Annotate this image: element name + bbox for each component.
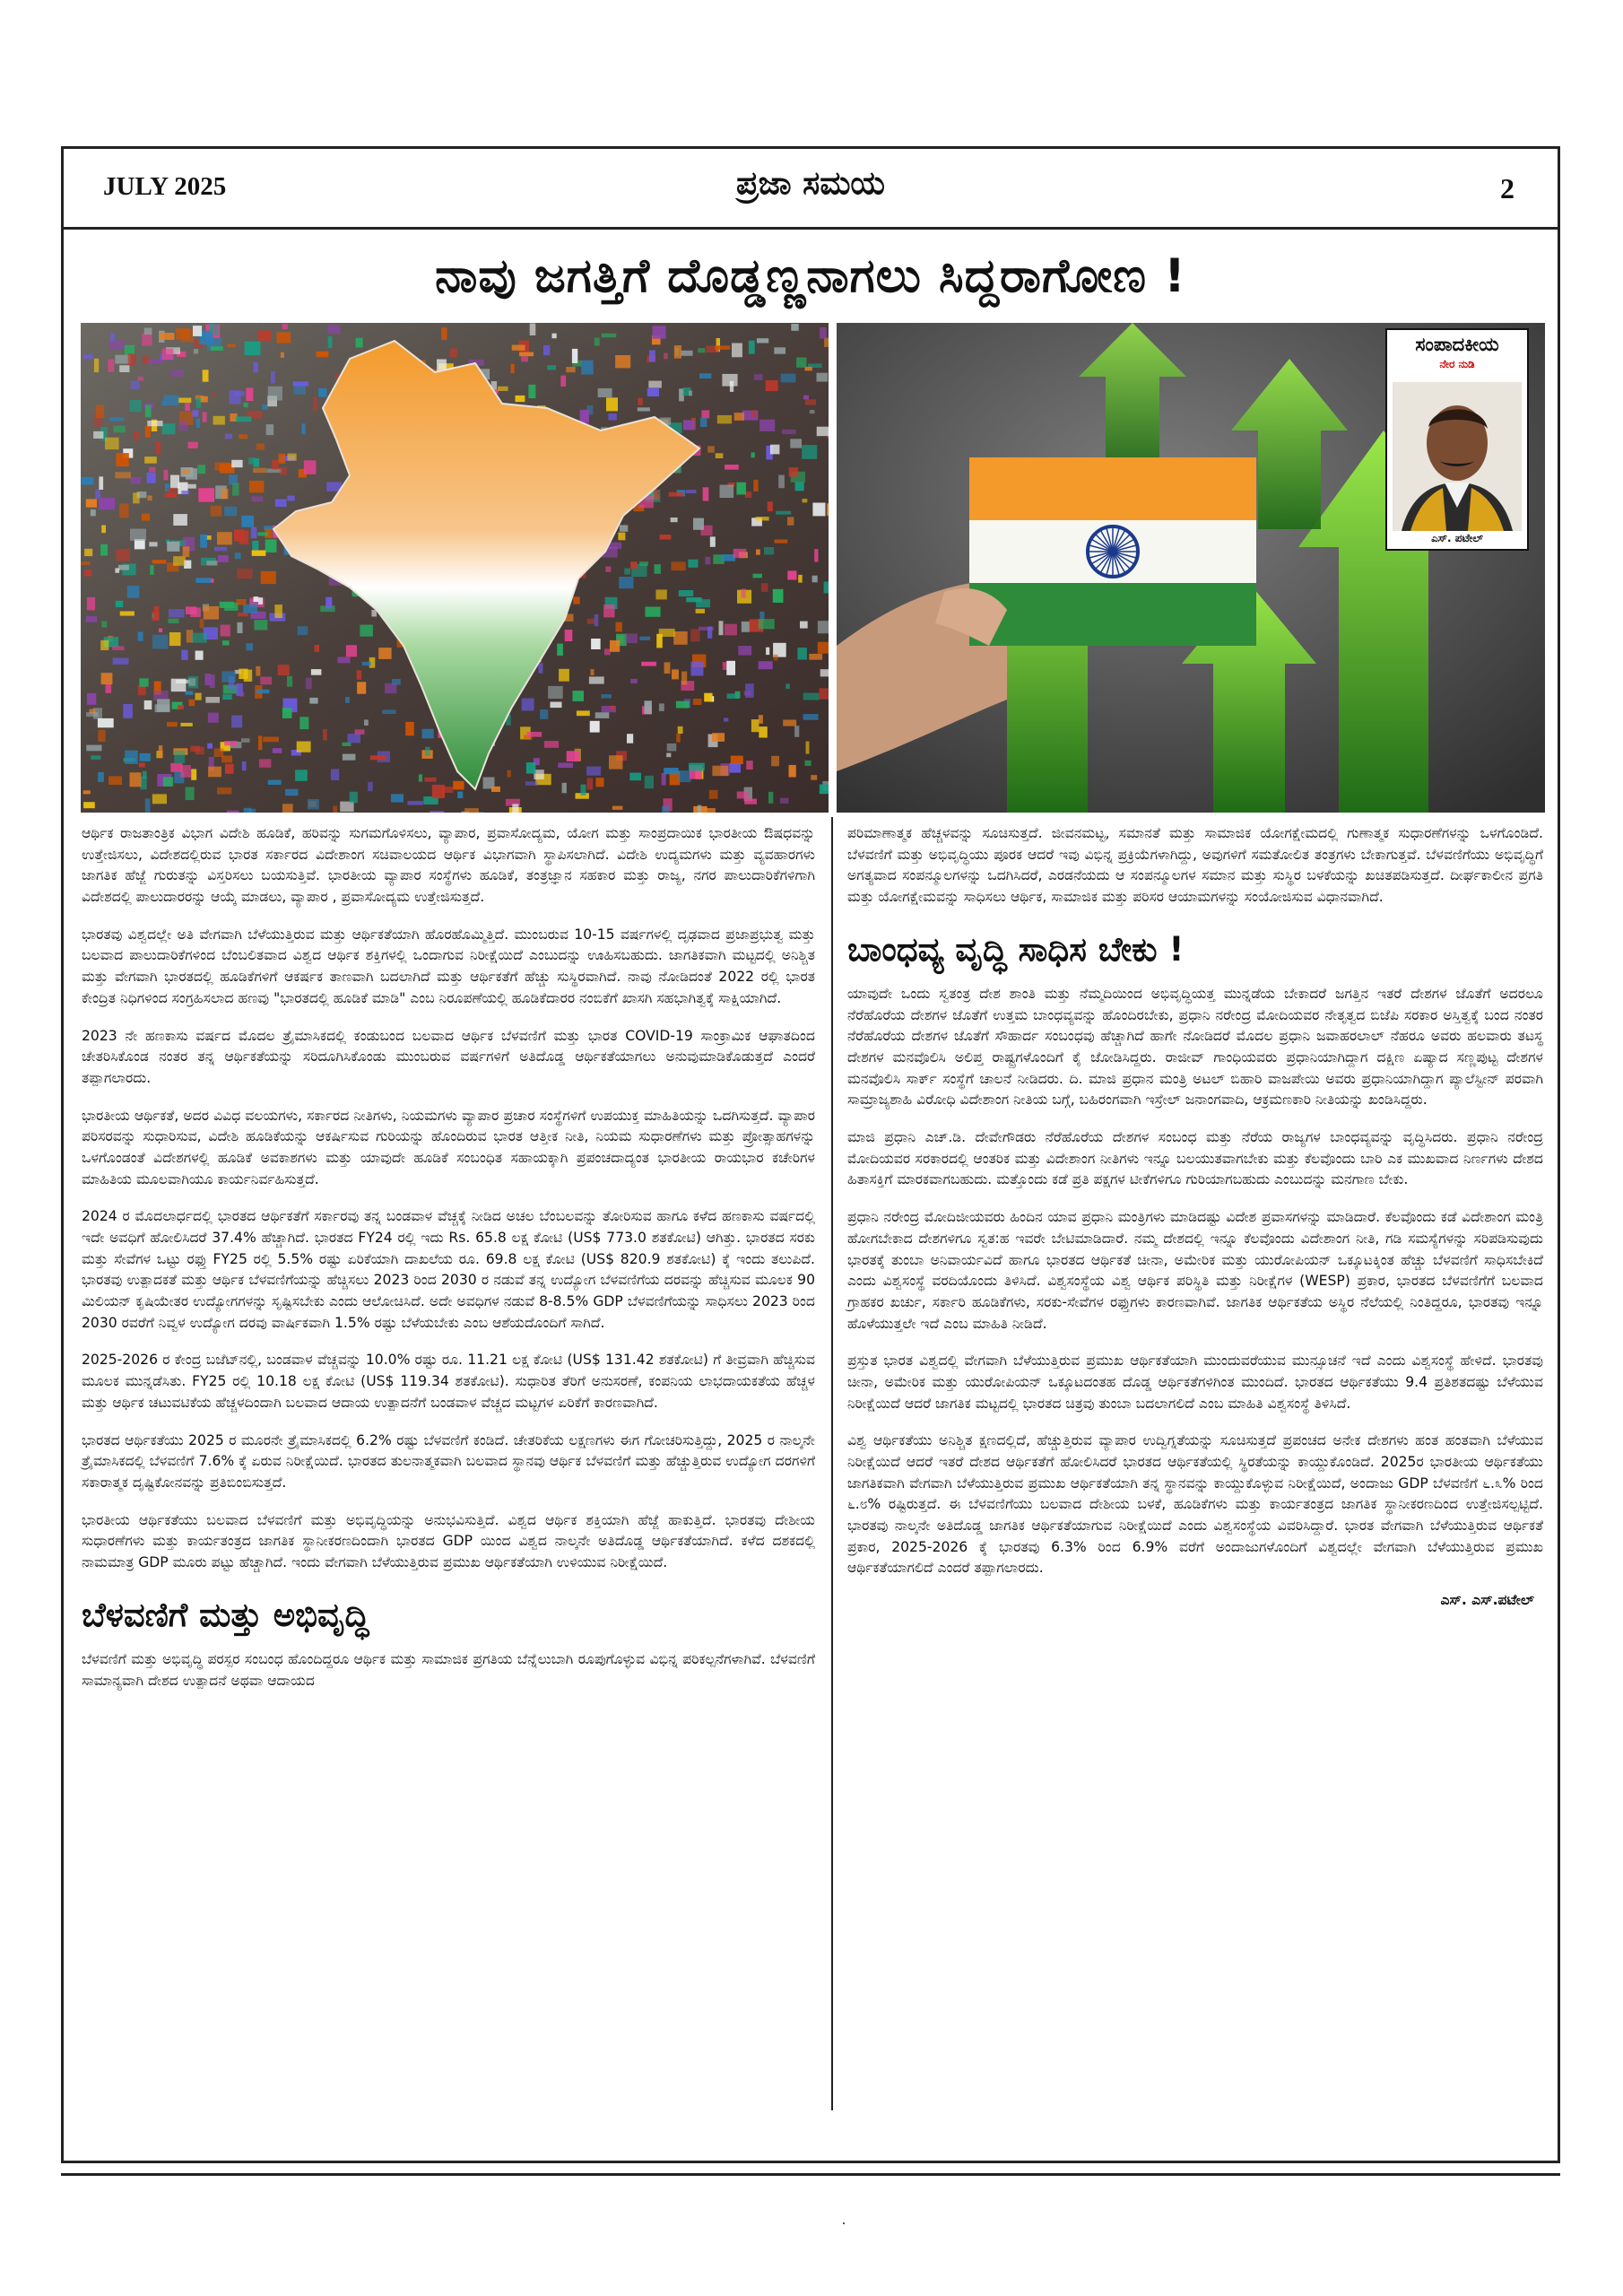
left-paragraph-8: ಭಾರತೀಯ ಆರ್ಥಿಕತೆಯು ಬಲವಾದ ಬೆಳವಣಿಗೆ ಮತ್ತು ಅಭಿವೃದ್ಧಿಯನ್ನು ಅನುಭವಿಸುತ್ತಿದೆ. ವಿಶ್ವದ ಆರ್ಥಿಕ ಶಕ್ತಿಯಾಗಿ ಹೆಜ್ಜೆ ಹಾಕುತ್ತಿದೆ. ಭಾರತವು ದೇಶೀಯ ಸುಧಾರಣೆಗಳು ಮತ್ತು ಕಾರ್ಯತಂತ್ರದ ಜಾಗತಿಕ ಸ್ಥಾನೀಕರಣದಿಂದಾಗಿ ಭಾರತದ GDP ಯಿಂದ ವಿಶ್ವದ ನಾಲ್ಕನೇ ಅತಿದೊಡ್ಡ ಆರ್ಥಿಕತೆಯಾಗಿದೆ. ಕಳೆದ ದಶಕದಲ್ಲಿ ನಾಮಮಾತ್ರ GDP ಮೂರು ಪಟ್ಟು ಹೆಚ್ಚಾಗಿದೆ. ಇಂದು ವೇಗವಾಗಿ ಬೆಳೆಯುತ್ತಿರುವ ಪ್ರಮುಖ ಆರ್ಥಿಕತೆಯಾಗಿ ಉಳಿಯುವ ನಿರೀಕ್ಷೆಯಿದೆ.: [82, 1511, 815, 1570]
right-column: [847, 823, 1543, 1612]
right-opening-paragraph: ಪರಿಮಾಣಾತ್ಮಕ ಹೆಚ್ಚಳವನ್ನು ಸೂಚಿಸುತ್ತದೆ. ಜೀವನಮಟ್ಟ, ಸಮಾನತೆ ಮತ್ತು ಸಾಮಾಜಿಕ ಯೋಗಕ್ಷೇಮದಲ್ಲಿ ಗುಣಾತ್ಮಕ ಸುಧಾರಣೆಗಳನ್ನು ಒಳಗೊಂಡಿದೆ. ಬೆಳವಣಿಗೆ ಮತ್ತು ಅಭಿವೃದ್ಧಿಯು ಪೂರಕ ಆದರೆ ಇವು ವಿಭಿನ್ನ ಪ್ರಕ್ರಿಯೆಗಳಾಗಿದ್ದು, ಅವುಗಳಿಗೆ ಸಮತೋಲಿತ ತಂತ್ರಗಳು ಬೇಕಾಗುತ್ತವೆ. ಬೆಳವಣಿಗೆಯು ಅಭಿವೃದ್ಧಿಗೆ ಅಗತ್ಯವಾದ ಸಂಪನ್ಮೂಲಗಳನ್ನು ಒದಗಿಸಿದರೆ, ಎರಡನೆಯದು ಆ ಸಂಪನ್ಮೂಲಗಳ ಸಮಾನ ಮತ್ತು ಸುಸ್ಥಿರ ಬಳಕೆಯನ್ನು ಖಚಿತಪಡಿಸುತ್ತದೆ. ದೀರ್ಘಕಾಲೀನ ಪ್ರಗತಿ ಮತ್ತು ಯೋಗಕ್ಷೇಮವನ್ನು ಸಾಧಿಸಲು ಆರ್ಥಿಕ, ಸಾಮಾಜಿಕ ಮತ್ತು ಪರಿಸರ ಆಯಾಮಗಳನ್ನು ಸಂಯೋಜಿಸುವ ವಿಧಾನವಾಗಿದೆ.: [847, 825, 1543, 906]
market-map-photo: [81, 323, 829, 813]
editorial-subtitle: ನೇರ ನುಡಿ: [1439, 358, 1475, 370]
article-signature: ಎಸ್. ಎಸ್.ಪಟೇಲ್: [1440, 1592, 1534, 1609]
right-paragraph-1: ಯಾವುದೇ ಒಂದು ಸ್ವತಂತ್ರ ದೇಶ ಶಾಂತಿ ಮತ್ತು ನೆಮ್ಮದಿಯಿಂದ ಅಭಿವೃದ್ಧಿಯತ್ತ ಮುನ್ನಡೆಯ ಬೇಕಾದರೆ ಜಗತ್ತಿನ ಇತರೆ ದೇಶಗಳ ಜೊತೆಗೆ ಅದರಲೂ ನೆರೆಹೊರೆಯ ದೇಶಗಳ ಜೊತೆಗೆ ಉತ್ತಮ ಬಾಂಧವ್ಯವನ್ನು ಹೊಂದಿರಬೇಕು, ಪ್ರಧಾನಿ ನರೇಂದ್ರ ಮೋದಿಯವರ ನೇತೃತ್ವದ ಬಿಜೆಪಿ ಸರಕಾರ ಅಸ್ತಿತ್ವಕ್ಕೆ ಬಂದ ನಂತರ ನೆರೆಹೊರೆಯ ದೇಶಗಳ ಜೊತೆಗೆ ಸೌಹಾರ್ದ ಸಂಬಂಧವು ಹೆಚ್ಚಾಗಿದೆ ಹಾಗೇ ನೋಡಿದರೆ ಮೊದಲ ಪ್ರಧಾನಿ ಜವಾಹರಲಾಲ್ ನೆಹರೂ ಅವರು ಹಲವಾರು ತಟಸ್ಥ ದೇಶಗಳ ಮನವೊಲಿಸಿ ಅಲಿಪ್ತ ರಾಷ್ಟ್ರಗಳೊಂದಿಗೆ ಕೈ ಜೋಡಿಸಿದ್ದರು. ರಾಜೀವ್ ಗಾಂಧಿಯವರು ಪ್ರಧಾನಿಯಾಗಿದ್ದಾಗ ದಕ್ಷಿಣ ಏಷ್ಯಾದ ಸಣ್ಣಪುಟ್ಟ ದೇಶಗಳ ಮನವೊಲಿಸಿ ಸಾರ್ಕ್ ಸಂಸ್ಥೆಗೆ ಚಾಲನೆ ನೀಡಿದರು. ದಿ. ಮಾಜಿ ಪ್ರಧಾನ ಮಂತ್ರಿ ಅಟಲ್ ಬಿಹಾರಿ ವಾಜಪೇಯಿ ಅವರು ಪ್ರಧಾನಿಯಾಗಿದ್ದಾಗ ಪ್ಯಾಲೆಸ್ಟೀನ್ ಪರವಾಗಿ ಸಾಮ್ರಾಜ್ಯಶಾಹಿ ವಿರೋಧಿ ವಿದೇಶಾಂಗ ನೀತಿಯ ಬಗ್ಗೆ, ಬಹಿರಂಗವಾಗಿ ಇಸ್ರೇಲ್ ಜನಾಂಗವಾದಿ, ಆಕ್ರಮಣಕಾರಿ ನೀತಿಯನ್ನು ಖಂಡಿಸಿದ್ದರು.: [847, 985, 1543, 1109]
bottom-rule: [61, 2173, 1560, 2176]
relations-subheading: ಬಾಂಧವ್ಯ ವೃದ್ಧಿ ಸಾಧಿಸ ಬೇಕು !: [847, 929, 1185, 969]
left-paragraph-4: ಭಾರತೀಯ ಆರ್ಥಿಕತೆ, ಅದರ ವಿವಿಧ ವಲಯಗಳು, ಸರ್ಕಾರದ ನೀತಿಗಳು, ನಿಯಮಗಳು ವ್ಯಾಪಾರ ಪ್ರಚಾರ ಸಂಸ್ಥೆಗಳಿಗೆ ಉಪಯುಕ್ತ ಮಾಹಿತಿಯನ್ನು ಒದಗಿಸುತ್ತದೆ. ವ್ಯಾಪಾರ ಪರಿಸರವನ್ನು ಸುಧಾರಿಸುವ, ವಿದೇಶಿ ಹೂಡಿಕೆಯನ್ನು ಆಕರ್ಷಿಸುವ ಗುರಿಯನ್ನು ಹೊಂದಿರುವ ಭಾರತ ಆತ್ತೀಕ ನೀತಿ, ನಿಯಮ ಸುಧಾರಣೆಗಳು ಮತ್ತು ಪ್ರೋತ್ಸಾಹಗಳನ್ನು ಒಳಗೊಂಡಂತೆ ವಿದೇಶಗಳಲ್ಲಿ ಹೂಡಿಕೆ ಅವಕಾಶಗಳು ಮತ್ತು ಯಾವುದೇ ಹೂಡಿಕೆ ಸಂಬಂಧಿತ ಸಹಾಯಕ್ಕಾಗಿ ಪ್ರಪಂಚದಾದ್ಯಂತ ಭಾರತೀಯ ರಾಯಭಾರ ಕಚೇರಿಗಳ ಮಾಹಿತಿಯ ಮೂಲವಾಗಿಯೂ ಕಾರ್ಯನಿರ್ವಹಿಸುತ್ತದೆ.: [82, 1107, 815, 1187]
author-portrait: [1393, 382, 1522, 531]
left-paragraph-2: ಭಾರತವು ವಿಶ್ವದಲ್ಲೇ ಅತಿ ವೇಗವಾಗಿ ಬೆಳೆಯುತ್ತಿರುವ ಮತ್ತು ಆರ್ಥಿಕತೆಯಾಗಿ ಹೊರಹೊಮ್ಮಿತ್ತಿದೆ. ಮುಂಬರುವ 10-15 ವರ್ಷಗಳಲ್ಲಿ ದೃಢವಾದ ಪ್ರಜಾಪ್ರಭುತ್ವ ಮತ್ತು ಬಲವಾದ ಪಾಲುದಾರಿಕೆಗಳಿಂದ ಬೆಂಬಲಿತವಾದ ವಿಶ್ವದ ಆರ್ಥಿಕ ಶಕ್ತಿಗಳಲ್ಲಿ ಒಂದಾಗುವ ನಿರೀಕ್ಷೆಯಿದೆ ಎಂಬುದನ್ನು ಊಹಿಸಬಹುದು. ಜಾಗತಿಕವಾಗಿ ಮಟ್ಟದಲ್ಲಿ ಅನಿಶ್ಚಿತ ಮತ್ತು ವೇಗವಾಗಿ ಭಾರತದಲ್ಲಿ ಹೂಡಿಕೆಗಳಿಗೆ ಆಕರ್ಷಕ ತಾಣವಾಗಿ ಬದಲಾಗಿದೆ ಮತ್ತು ಆರ್ಥಿಕತೆಗೆ ಹೆಚ್ಚು ಸುಸ್ಥಿರವಾಗಿದೆ. ನಾವು ನೋಡಿದಂತೆ 2022 ರಲ್ಲಿ ಭಾರತ ಕೇಂದ್ರಿತ ನಿಧಿಗಳಿಂದ ಸಂಗ್ರಹಿಸಲಾದ ಹಣವು "ಭಾರತದಲ್ಲಿ ಹೂಡಿಕೆ ಮಾಡಿ" ಎಂಬ ನಿರೂಪಣೆಯಲ್ಲಿ ಹೂಡಿಕೆದಾರರ ನಂಬಿಕೆಗೆ ಖಾಸಗಿ ಸಹಭಾಗಿತ್ವಕ್ಕೆ ಸಾಕ್ಷಿಯಾಗಿದೆ.: [82, 926, 815, 1006]
main-headline: ನಾವು ಜಗತ್ತಿಗೆ ದೊಡ್ಡಣ್ಣನಾಗಲು ಸಿದ್ದರಾಗೋಣ !: [435, 249, 1186, 303]
left-paragraph-5: 2024 ರ ಮೊದಲಾರ್ಧದಲ್ಲಿ ಭಾರತದ ಆರ್ಥಿಕತೆಗೆ ಸರ್ಕಾರವು ತನ್ನ ಬಂಡವಾಳ ವೆಚ್ಚಕ್ಕೆ ನೀಡಿದ ಅಚಲ ಬೆಂಬಲವನ್ನು ತೋರಿಸುವ ಹಾಗೂ ಕಳೆದ ಹಣಕಾಸು ವರ್ಷದಲ್ಲಿ ಇದೇ ಅವಧಿಗೆ ಹೋಲಿಸಿದರೆ 37.4% ಹೆಚ್ಚಾಗಿದೆ. ಭಾರತದ FY24 ರಲ್ಲಿ ಇದು Rs. 65.8 ಲಕ್ಷ ಕೋಟಿ (US$ 773.0 ಶತಕೋಟಿ) ಆಗಿತ್ತು. ಭಾರತದ ಸರಕು ಮತ್ತು ಸೇವೆಗಳ ಒಟ್ಟು ರಫ್ತು FY25 ರಲ್ಲಿ 5.5% ರಷ್ಟು ಏರಿಕೆಯಾಗಿ ದಾಖಲೆಯ ರೂ. 69.8 ಲಕ್ಷ ಕೋಟಿ (US$ 820.9 ಶತಕೋಟಿ) ಕ್ಕೆ ಇಂದು ತಲುಪಿದೆ. ಭಾರತವು ಉತ್ಪಾದಕತೆ ಮತ್ತು ಆರ್ಥಿಕ ಬೆಳವಣಿಗೆಯನ್ನು ಹೆಚ್ಚಿಸಲು 2023 ರಿಂದ 2030 ರ ನಡುವೆ ತನ್ನ ಉದ್ಯೋಗ ಬೆಳವಣಿಗೆಯ ದರವನ್ನು ಹೆಚ್ಚಿಸುವ ಮೂಲಕ 90 ಮಿಲಿಯನ್ ಕೃಷಿಯೇತರ ಉದ್ಯೋಗಗಳನ್ನು ಸೃಷ್ಟಿಸಬೇಕು ಎಂದು ಆಲೋಚಿಸಿದೆ. ಅದೇ ಅವಧಿಗಳ ನಡುವೆ 8-8.5% GDP ಬೆಳವಣಿಗೆಯನ್ನು ಸಾಧಿಸಲು 2023 ರಿಂದ 2030 ರವರೆಗೆ ನಿವ್ವಳ ಉದ್ಯೋಗ ದರವು ವಾರ್ಷಿಕವಾಗಿ 1.5% ರಷ್ಟು ಬೆಳೆಯಬೇಕು ಎಂಬ ಆಶೆಯದೊಂದಿಗೆ ಸಾಗಿದೆ.: [82, 1208, 815, 1331]
right-paragraph-5: ವಿಶ್ವ ಆರ್ಥಿಕತೆಯು ಅನಿಶ್ಚಿತ ಕ್ಷಣದಲ್ಲಿದೆ, ಹೆಚ್ಚುತ್ತಿರುವ ವ್ಯಾಪಾರ ಉದ್ವಿಗ್ನತೆಯನ್ನು ಸೂಚಿಸುತ್ತದೆ ಪ್ರಪಂಚದ ಅನೇಕ ದೇಶಗಳು ಹಂತ ಹಂತವಾಗಿ ಬೆಳೆಯುವ ನಿರೀಕ್ಷೆಯಿದೆ ಆದರೆ ಇತರೆ ದೇಶದ ಆರ್ಥಿಕತೆಗೆ ಹೋಲಿಸಿದರೆ ಭಾರತದ ಆರ್ಥಿಕತೆಯಲ್ಲಿ ಸ್ಥಿರತೆಯನ್ನು ಕಾಯ್ದುಕೊಂಡಿದೆ. 2025ರ ಭಾರತೀಯ ಆರ್ಥಿಕತೆಯು ಜಾಗತಿಕವಾಗಿ ವೇಗವಾಗಿ ಬೆಳೆಯುತ್ತಿರುವ ಪ್ರಮುಖ ಆರ್ಥಿಕತೆಯಾಗಿ ತನ್ನ ಸ್ಥಾನವನ್ನು ಕಾಯ್ದುಕೊಳ್ಳುವ ನಿರೀಕ್ಷೆಯಿದೆ, ಅಂದಾಜು GDP ಬೆಳವಣಿಗೆ ೬.೩% ರಿಂದ ೬.೮% ರಷ್ಟಿರುತ್ತದೆ. ಈ ಬೆಳವಣಿಗೆಯು ಬಲವಾದ ದೇಶೀಯ ಬಳಕೆ, ಹೂಡಿಕೆಗಳು ಮತ್ತು ಕಾರ್ಯತಂತ್ರದ ಜಾಗತಿಕ ಸ್ಥಾನೀಕರಣದಿಂದ ಉತ್ತೇಜಿಸಲ್ಪಟ್ಟಿದೆ. ಭಾರತವು ನಾಲ್ಕನೇ ಅತಿದೊಡ್ಡ ಜಾಗತಿಕ ಆರ್ಥಿಕತೆಯಾಗುವ ನಿರೀಕ್ಷೆಯಿದೆ ಎಂದು ವಿಶ್ವಸಂಸ್ಥೆಯ ವಿವರಿಸಿದ್ದಾರೆ. ಭಾರತ ವೇಗವಾಗಿ ಬೆಳೆಯುತ್ತಿರುವ ಆರ್ಥಿಕತೆ ಪ್ರಕಾರ, 2025-2026 ಕ್ಕೆ ಭಾರತವು 6.3% ರಿಂದ 6.9% ವರೆಗೆ ಅಂದಾಜುಗಳೊಂದಿಗೆ ವಿಶ್ವದಲ್ಲೇ ವೇಗವಾಗಿ ಬೆಳೆಯುತ್ತಿರುವ ಪ್ರಮುಖ ಆರ್ಥಿಕತೆಯಾಗಲಿದೆ ಎಂದರೆ ತಪ್ಪಾಗಲಾರದು.: [847, 1432, 1543, 1577]
page-frame: [61, 146, 1560, 2163]
left-paragraph-1: ಆರ್ಥಿಕ ರಾಜತಾಂತ್ರಿಕ ವಿಭಾಗ ವಿದೇಶಿ ಹೂಡಿಕೆ, ಹರಿವನ್ನು ಸುಗಮಗೊಳಿಸಲು, ವ್ಯಾಪಾರ, ಪ್ರವಾಸೋದ್ಯಮ, ಯೋಗ ಮತ್ತು ಸಾಂಪ್ರದಾಯಿಕ ಭಾರತೀಯ ಔಷಧವನ್ನು ಉತ್ತೇಜಿಸಲು, ವಿದೇಶದಲ್ಲಿರುವ ಭಾರತ ಸರ್ಕಾರದ ವಿದೇಶಾಂಗ ಸಚಿವಾಲಯದ ಆರ್ಥಿಕ ವಿಭಾಗವಾಗಿ ಸ್ಥಾಪಿಸಲಾಗಿದೆ. ವಿದೇಶಿ ಉದ್ಯಮಗಳು ಮತ್ತು ವ್ಯವಹಾರಗಳು ಜಾಗತಿಕ ಹೆಜ್ಜೆ ಗುರುತನ್ನು ವಿಸ್ತರಿಸಲು ಬಯಸುತ್ತಿವೆ. ಭಾರತೀಯ ವ್ಯಾಪಾರ ಸಂಸ್ಥೆಗಳು ಹೂಡಿಕೆ, ತಂತ್ರಜ್ಞಾನ ಸಹಕಾರ ಮತ್ತು ರಾಜ್ಯ, ನಗರ ಪಾಲುದಾರಿಕೆಗಳಿಗಾಗಿ ವಿದೇಶದಲ್ಲಿ ಪಾಲುದಾರರನ್ನು ಆಯ್ಕೆ ಮಾಡಲು, ವ್ಯಾಪಾರ , ಪ್ರವಾಸೋದ್ಯಮ ಉತ್ತೇಜಿಸುತ್ತದೆ.: [82, 825, 815, 906]
right-paragraph-4: ಪ್ರಸ್ತುತ ಭಾರತ ವಿಶ್ವದಲ್ಲಿ ವೇಗವಾಗಿ ಬೆಳೆಯುತ್ತಿರುವ ಪ್ರಮುಖ ಆರ್ಥಿಕತೆಯಾಗಿ ಮುಂದುವರೆಯುವ ಮುನ್ಸೂಚನೆ ಇದೆ ಎಂದು ವಿಶ್ವಸಂಸ್ಥೆ ಹೇಳಿದೆ. ಭಾರತವು ಚೀನಾ, ಅಮೇರಿಕ ಮತ್ತು ಯುರೋಪಿಯನ್ ಒಕ್ಕೂಟದಂತಹ ದೊಡ್ಡ ಆರ್ಥಿಕತೆಗಳಿಗಿಂತ ಮುಂದಿದೆ. ಭಾರತದ ಆರ್ಥಿಕತೆಯು 9.4 ಪ್ರತಿಶತದಷ್ಟು ಬೆಳೆಯುವ ನಿರೀಕ್ಷೆಯಿದೆ ಆದರೆ ಜಾಗತಿಕ ಮಟ್ಟದಲ್ಲಿ ಭಾರತದ ಚಿತ್ರವು ತುಂಬಾ ಬದಲಾಗಲಿದೆ ಎಂಬ ಮಾಹಿತಿ ವಿಶ್ವಸಂಸ್ಥೆ ತಿಳಿಸಿದೆ.: [847, 1352, 1543, 1412]
editorial-box: [1385, 328, 1529, 551]
issue-date: JULY 2025: [103, 172, 227, 201]
masthead: [64, 149, 1558, 230]
page-speck: [843, 2222, 845, 2224]
left-closing-paragraph: ಬೆಳವಣಿಗೆ ಮತ್ತು ಅಭಿವೃದ್ಧಿ ಪರಸ್ಪರ ಸಂಬಂಧ ಹೊಂದಿದ್ದರೂ ಆರ್ಥಿಕ ಮತ್ತು ಸಾಮಾಜಿಕ ಪ್ರಗತಿಯ ಬೆನ್ನೆಲುಬಾಗಿ ರೂಪುಗೊಳ್ಳುವ ವಿಭಿನ್ನ ಪರಿಕಲ್ಪನೆಗಳಾಗಿವೆ. ಬೆಳವಣಿಗೆ ಸಾಮಾನ್ಯವಾಗಿ ದೇಶದ ಉತ್ಪಾದನೆ ಅಥವಾ ಆದಾಯದ: [82, 1650, 815, 1689]
left-paragraph-7: ಭಾರತದ ಆರ್ಥಿಕತೆಯು 2025 ರ ಮೂರನೇ ತ್ರೈಮಾಸಿಕದಲ್ಲಿ 6.2% ರಷ್ಟು ಬೆಳವಣಿಗೆ ಕಂಡಿದೆ. ಚೇತರಿಕೆಯ ಲಕ್ಷಣಗಳು ಈಗ ಗೋಚರಿಸುತ್ತಿದ್ದು, 2025 ರ ನಾಲ್ಕನೇ ತ್ರೈಮಾಸಿಕದಲ್ಲಿ ಬೆಳವಣಿಗೆ 7.6% ಕ್ಕೆ ಏರುವ ನಿರೀಕ್ಷೆಯಿದೆ. ಭಾರತದ ತುಲನಾತ್ಮಕವಾಗಿ ಬಲವಾದ ಸ್ಥಾನವು ಆರ್ಥಿಕ ಬೆಳವಣಿಗೆ ಮತ್ತು ಹೆಚ್ಚುತ್ತಿರುವ ಉದ್ಯೋಗ ದರಗಳಿಗೆ ಸಕಾರಾತ್ಮಕ ದೃಷ್ಟಿಕೋನವನ್ನು ಪ್ರತಿಬಿಂಬಿಸುತ್ತದೆ.: [82, 1431, 815, 1491]
editorial-title: ಸಂಪಾದಕೀಯ: [1415, 334, 1499, 355]
column-divider: [831, 817, 833, 2110]
right-paragraph-2: ಮಾಜಿ ಪ್ರಧಾನಿ ಎಚ್.ಡಿ. ದೇವೇಗೌಡರು ನೆರೆಹೊರೆಯ ದೇಶಗಳ ಸಂಬಂಧ ಮತ್ತು ನೆರೆಯ ರಾಜ್ಯಗಳ ಬಾಂಧವ್ಯವನ್ನು ವೃದ್ಧಿಸಿದರು. ಪ್ರಧಾನಿ ನರೇಂದ್ರ ಮೋದಿಯವರ ಸರಕಾರದಲ್ಲಿ ಆಂತರಿಕ ಮತ್ತು ವಿದೇಶಾಂಗ ನೀತಿಗಳು ಇನ್ನೂ ಬಲಯುತವಾಗಬೇಕು ಮತ್ತು ಕೆಲವೊಂದು ಬಾರಿ ಎಕ ಮುಖವಾದ ನಿರ್ಣಗಳು ದೇಶದ ಹಿತಾಸಕ್ತಿಗೆ ಮಾರಕವಾಗಬಹುದು. ಮತ್ತೊಂದು ಕಡೆ ಪ್ರತಿ ಪಕ್ಷಗಳ ಟೀಕೆಗಳಿಗೂ ಗುರಿಯಾಗಬಹುದು ಎಂಬುದನ್ನು ಮನಗಾಣ ಬೇಕು.: [847, 1129, 1543, 1188]
growth-subheading: ಬೆಳವಣಿಗೆ ಮತ್ತು ಅಭಿವೃದ್ಧಿ: [82, 1595, 369, 1634]
left-paragraph-6: 2025-2026 ರ ಕೇಂದ್ರ ಬಜೆಟ್‌ನಲ್ಲಿ, ಬಂಡವಾಳ ವೆಚ್ಚವನ್ನು 10.0% ರಷ್ಟು ರೂ. 11.21 ಲಕ್ಷ ಕೋಟಿ (US$ 131.42 ಶತಕೋಟಿ) ಗೆ ತೀವ್ರವಾಗಿ ಹೆಚ್ಚಿಸುವ ಮೂಲಕ ಮುನ್ನಡೆಸಿತು. FY25 ರಲ್ಲಿ 10.18 ಲಕ್ಷ ಕೋಟಿ (US$ 119.34 ಶತಕೋಟಿ). ಸುಧಾರಿತ ತೆರಿಗೆ ಅನುಸರಣೆ, ಕಂಪನಿಯ ಲಾಭದಾಯಕತೆಯ ಹೆಚ್ಚಳ ಮತ್ತು ಆರ್ಥಿಕ ಚಟುವಟಿಕೆಯ ಹೆಚ್ಚಳದಿಂದಾಗಿ ಬಲವಾದ ಆದಾಯ ಉತ್ಪಾದನೆಗೆ ಬಂಡವಾಳ ವೆಚ್ಚದ ಮಟ್ಟಗಳ ಏರಿಕೆಗೆ ಕಾರಣವಾಗಿದೆ.: [82, 1352, 815, 1411]
right-paragraph-3: ಪ್ರಧಾನಿ ನರೇಂದ್ರ ಮೋದಿಜೀಯವರು ಹಿಂದಿನ ಯಾವ ಪ್ರಧಾನಿ ಮಂತ್ರಿಗಳು ಮಾಡಿದಷ್ಟು ವಿದೇಶ ಪ್ರವಾಸಗಳನ್ನು ಮಾಡಿದಾರೆ. ಕೆಲವೊಂದು ಕಡೆ ವಿದೇಶಾಂಗ ಮಂತ್ರಿ ಹೋಗಬೇಕಾದ ದೇಶಗಳಿಗೂ ಸ್ವತ:ಹ ಇವರೇ ಬೇಟಿಮಾಡಿದಾರೆ. ನಮ್ಮ ದೇಶದಲ್ಲಿ ಇನ್ನೂ ಕೆಲವೊಂದು ವಿದೇಶಾಂಗ ನೀತಿ, ಗಡಿ ಸಮಸ್ಯೆಗಳನ್ನು ಸರಿಪಡಿಸುವುದು ಭಾರತಕ್ಕೆ ತುಂಬಾ ಅನಿವಾರ್ಯವಿದೆ ಹಾಗೂ ಭಾರತದ ಆರ್ಥಿಕತೆ ಚೀನಾ, ಅಮೇರಿಕ ಮತ್ತು ಯುರೋಪಿಯನ್ ಒಕ್ಕೂಟಕ್ಕಿಂತ ಹೆಚ್ಚು ಬೆಳವಣಿಗೆ ಸಾಧಿಸಬೇಕಿದೆ ಎಂದು ವಿಶ್ವಸಂಸ್ಥೆ ವರದಿಯೊಂದು ತಿಳಿಸಿದೆ. ವಿಶ್ವಸಂಸ್ಥೆಯ ವಿಶ್ವ ಆರ್ಥಿಕ ಪರಿಸ್ಥಿತಿ ಮತ್ತು ನಿರೀಕ್ಷೆಗಳ (WESP) ಪ್ರಕಾರ, ಭಾರತದ ಬೆಳವಣಿಗೆಗೆ ಬಲವಾದ ಗ್ರಾಹಕರ ಖರ್ಚು, ಸರ್ಕಾರಿ ಹೂಡಿಕೆಗಳು, ಸರಕು-ಸೇವೆಗಳ ರಫ್ತುಗಳು ಕಾರಣವಾಗಿವೆ. ಜಾಗತಿಕ ಆರ್ಥಿಕತೆಯ ಅಸ್ಥಿರ ನೆಲೆಯಲ್ಲಿ ನಿಂತಿದ್ದರೂ, ಭಾರತವು ಇನ್ನೂ ಹೊಳೆಯುತ್ತಲೇ ಇದೆ ಎಂಬ ಮಾಹಿತಿ ನೀಡಿದೆ.: [847, 1209, 1543, 1332]
paper-name: ಪ್ರಜಾ ಸಮಯ: [735, 165, 885, 202]
page-number: 2: [1500, 172, 1515, 204]
editorial-author: ಎಸ್. ಪಟೇಲ್: [1431, 532, 1483, 544]
growth-flag-photo: [837, 323, 1545, 813]
left-paragraph-3: 2023 ನೇ ಹಣಕಾಸು ವರ್ಷದ ಮೊದಲ ತ್ರೈಮಾಸಿಕದಲ್ಲಿ ಕಂಡುಬಂದ ಬಲವಾದ ಆರ್ಥಿಕ ಬೆಳವಣಿಗೆ ಮತ್ತು ಭಾರತ COVID-19 ಸಾಂಕ್ರಾಮಿಕ ಆಘಾತದಿಂದ ಚೇತರಿಸಿಕೊಂಡ ನಂತರ ತನ್ನ ಆರ್ಥಿಕತೆಯನ್ನು ಸರಿದೂಗಿಸಿಕೊಂಡು ಮುಂಬರುವ ವರ್ಷಗಳಿಗೆ ಅತಿದೊಡ್ಡ ಆರ್ಥಿಕತೆಯಾಗಲು ಅನುವುಮಾಡಿಕೊಡುತ್ತದೆ ಎಂದರೆ ತಪ್ಪಾಗಲಾರದು.: [82, 1027, 815, 1086]
left-column: [82, 823, 815, 1708]
market-map-illustration: [81, 323, 829, 813]
